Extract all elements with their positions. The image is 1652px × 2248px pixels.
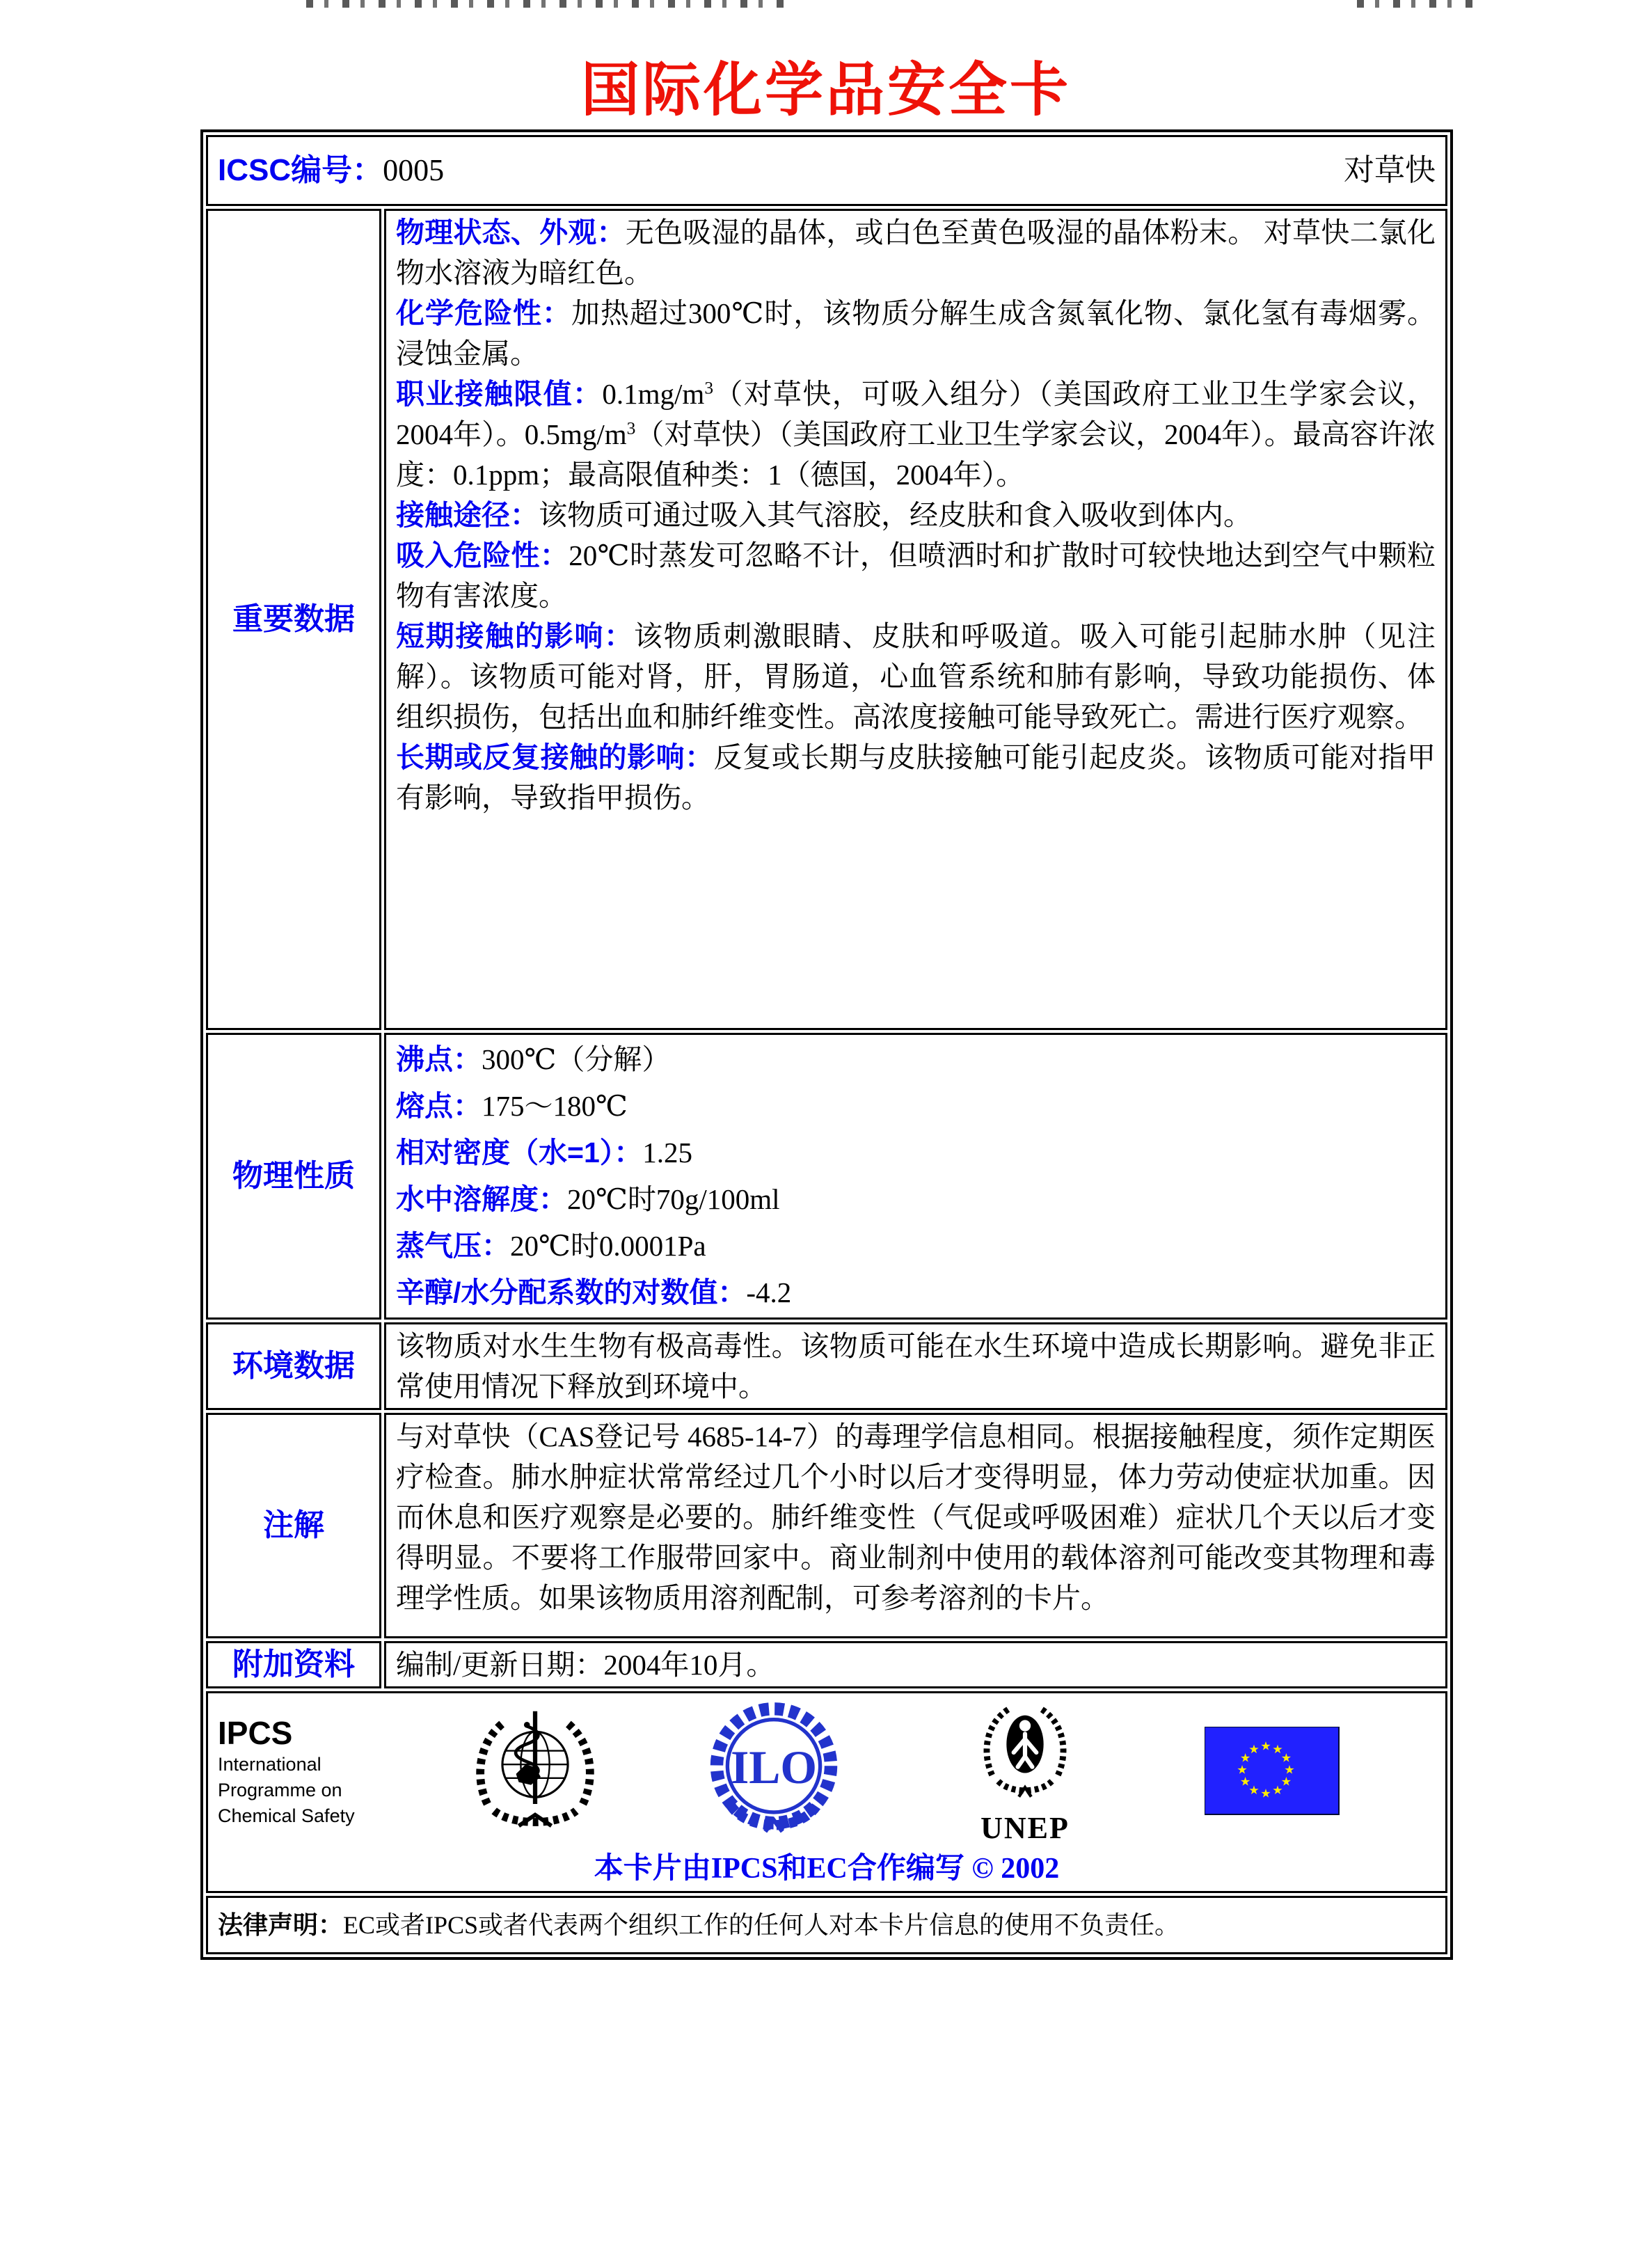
paragraph-short-term: 短期接触的影响：该物质刺激眼睛、皮肤和呼吸道。吸入可能引起肺水肿（见注解）。该物质可能对肾，肝，胃肠道，心血管系统和肺有影响，导致功能损伤、体组织损伤，包括出血和肺纤维变性。高浓度接触可能导致死亡。需进行医疗观察。: [396, 620, 1436, 733]
physical-solubility: 水中溶解度：20℃时70g/100ml: [396, 1183, 780, 1215]
ipcs-full-line-1: International: [218, 1753, 321, 1775]
environment-text: 该物质对水生生物有极高毒性。该物质可能在水生环境中造成长期影响。避免非正常使用情况下释放到环境中。: [396, 1330, 1436, 1402]
environment-content: [384, 1322, 1447, 1410]
ipcs-acronym: IPCS: [218, 1714, 293, 1751]
ilo-emblem-icon: [701, 1700, 847, 1843]
icsc-number-group: [218, 150, 444, 191]
unep-emblem-icon: [955, 1699, 1095, 1844]
physical-melting-point: 熔点：175～180℃: [396, 1090, 628, 1122]
icsc-card-table: [200, 129, 1453, 1960]
additional-info-text: 编制/更新日期：2004年10月。: [396, 1649, 775, 1681]
unep-caption: UNEP: [980, 1810, 1070, 1845]
physical-properties-content: [384, 1033, 1447, 1320]
ipcs-ec-credit-line: 本卡片由IPCS和EC合作编写 © 2002: [594, 1853, 1060, 1885]
logos-row: [206, 1691, 1447, 1893]
section-label-physical-properties: 物理性质: [206, 1033, 381, 1320]
who-emblem-icon: [467, 1703, 603, 1839]
page-title: 国际化学品安全卡: [580, 58, 1071, 123]
ipcs-full-line-2: Programme on: [218, 1779, 342, 1800]
section-label-environment: 环境数据: [206, 1322, 381, 1410]
clipped-text-fragments-right: [1357, 0, 1475, 8]
paragraph-physical-state: 物理状态、外观：无色吸湿的晶体，或白色至黄色吸湿的晶体粉末。 对草快二氯化物水溶液为暗红色。: [396, 216, 1436, 289]
physical-logp: 辛醇/水分配系数的对数值：-4.2: [396, 1276, 792, 1308]
ilo-letters: ILO: [730, 1741, 818, 1794]
ipcs-text-block: [218, 1714, 427, 1829]
ipcs-full-line-3: Chemical Safety: [218, 1805, 355, 1826]
paragraph-long-term: 长期或反复接触的影响：反复或长期与皮肤接触可能引起皮炎。该物质可能对指甲有影响，导致指甲损伤。: [396, 741, 1436, 814]
notes-text: 与对草快（CAS登记号 4685-14-7）的毒理学信息相同。根据接触程度，须作定期医疗检查。肺水肿症状常常经过几个小时以后才变得明显，体力劳动使症状加重。因而休息和医疗观察是必要的。肺纤维变性（气促或呼吸困难）症状几个天以后才变得明显。不要将工作服带回家中。商业制剂中使用的载体溶剂可能改变其物理和毒理学性质。如果该物质用溶剂配制，可参考溶剂的卡片。: [396, 1420, 1436, 1614]
physical-boiling-point: 沸点：300℃（分解）: [396, 1043, 671, 1075]
additional-info-content: [384, 1641, 1447, 1688]
card-header-row: [206, 135, 1447, 206]
legal-notice-row: [206, 1896, 1447, 1954]
paragraph-exposure-limits: 职业接触限值：$0.1mg/m^3$（对草快，可吸入组分）（美国政府工业卫生学家会议，2004年）。$0.5mg/m^3$（对草快）（美国政府工业卫生学家会议，2004年）。最高容许浓度：0.1ppm；最高限值种类：1（德国，2004年）。: [396, 378, 1436, 491]
chemical-name: 对草快: [1344, 153, 1436, 187]
paragraph-chemical-danger: 化学危险性：加热超过300℃时，该物质分解生成含氮氧化物、氯化氢有毒烟雾。浸蚀金属。: [396, 297, 1436, 370]
important-data-content: [384, 209, 1447, 1030]
paragraph-exposure-routes: 接触途径：该物质可通过吸入其气溶胶，经皮肤和食入吸收到体内。: [396, 499, 1252, 531]
eu-flag-icon: [1205, 1727, 1340, 1816]
physical-vapor-pressure: 蒸气压：20℃时0.0001Pa: [396, 1230, 706, 1262]
paragraph-inhalation-risk: 吸入危险性：20℃时蒸发可忽略不计，但喷洒时和扩散时可较快地达到空气中颗粒物有害浓度。: [396, 539, 1436, 612]
clipped-text-fragments-left: [306, 0, 786, 8]
notes-content: [384, 1413, 1447, 1638]
legal-notice-text: EC或者IPCS或者代表两个组织工作的任何人对本卡片信息的使用不负责任。: [343, 1911, 1180, 1939]
icsc-number-label: ICSC编号：: [218, 153, 383, 187]
legal-notice-label: 法律声明：: [218, 1910, 344, 1939]
icsc-number-value: 0005: [383, 153, 445, 187]
physical-density: 相对密度（水=1）：1.25: [396, 1137, 692, 1169]
section-label-important-data: 重要数据: [206, 209, 381, 1030]
section-label-notes: 注解: [206, 1413, 381, 1638]
section-label-additional-info: 附加资料: [206, 1641, 381, 1688]
